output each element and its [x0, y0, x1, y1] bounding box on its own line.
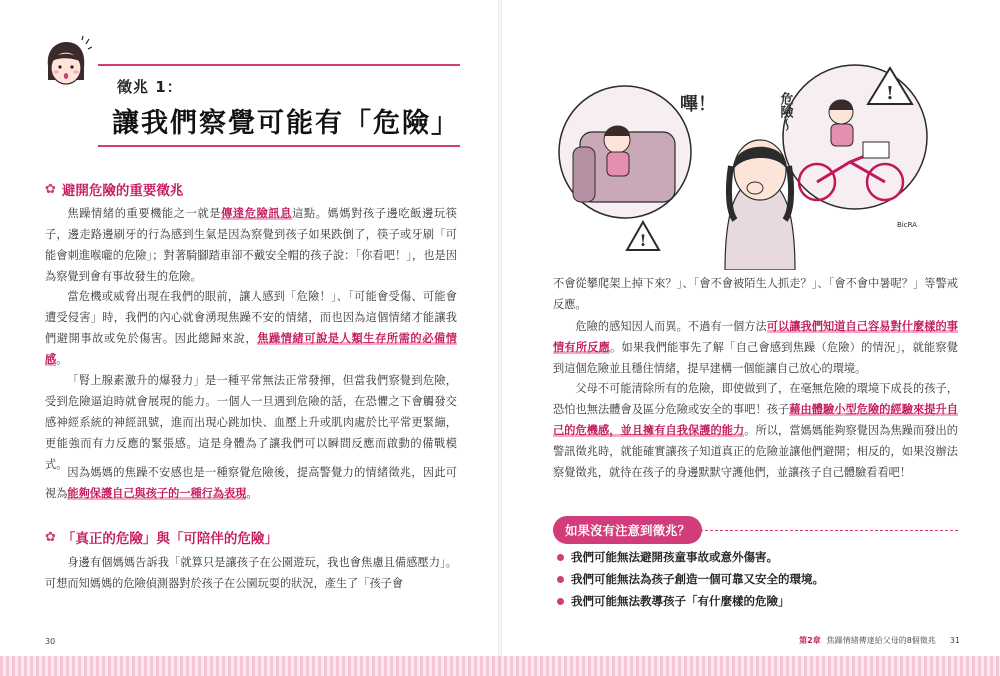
girl-avatar-icon — [36, 36, 92, 96]
body-paragraph: 不會從攀爬架上掉下來？」、「會不會被陌生人抓走？」、「會不會中暑呢？」等警戒反應。 — [553, 277, 958, 311]
text-run: 當危機或威脅出現在我們的眼前，讓人感到「危險！」、「可能會受傷、可能會遭受侵害」時，我們的內心就會湧現焦躁不安的情緒，而也因為這個情緒才能讓我們避開事故或免於傷害。因此總歸來說， — [45, 290, 457, 345]
text-run: 。如果我們能事先了解「自己會感到焦躁（危險）的情況」，就能察覺到這個危險並且穩住情緒，提早建構一個能讓自己放心的環境。 — [553, 341, 958, 375]
highlight-text: 焦躁情緒可說是人類生存所需的必備情感 — [45, 331, 457, 366]
highlight-text: 藉由體驗小型危險的經驗來提升自己的危機感，並且擁有自我保護的能力 — [553, 402, 958, 437]
section-heading — [45, 179, 183, 199]
body-paragraph — [553, 316, 958, 379]
text-run: 危險的感知因人而異。不過有一個方法 — [575, 320, 767, 333]
text-run: 這點。媽媽對孩子邊吃飯邊玩筷子，邊走路邊刷牙的行為感到生氣是因為察覺到孩子如果跌倒了，筷子或牙刷「可能會刺進喉嚨的危險」；對著騎腳踏車卻不戴安全帽的孩子說：「你看吧！」，也是因為察覺到會有事故發生的危險。 — [45, 207, 457, 283]
chapter-title: 焦躁情緒傳達給父母的8個徵兆 — [826, 636, 936, 645]
body-paragraph: 「腎上腺素激升的爆發力」是一種平常無法正常發揮，但當我們察覺到危險，受到危險逼迫時就會展現的能力。一個人一旦遇到危險的話，在恐懼之下會觸發交感神經系統的神經訊號，進而出現心跳加快、血壓上升或肌肉處於比平常更緊繃，更能強而有力反應的緊張感。這是身體為了讓我們可以瞬間反應而啟動的備戰模式。 — [45, 374, 457, 471]
warning-triangle-icon: ! — [639, 231, 647, 250]
section-heading-text: 避開危險的重要徵兆 — [61, 183, 184, 199]
bullet-item — [557, 549, 778, 565]
text-run: 父母不可能清除所有的危險，即使做到了，在毫無危險的環境下成長的孩子，恐怕也無法體會及區分危險或安全的事吧！孩子 — [553, 382, 958, 416]
running-footer-right — [799, 635, 960, 646]
chapter-label: 第2章 — [799, 636, 821, 645]
section-heading — [45, 527, 278, 547]
body-paragraph: 身邊有個媽媽告訴我「就算只是讓孩子在公園遊玩，我也會焦慮且備感壓力」。可想而知媽媽的危險偵測器對於孩子在公園玩耍的狀況，產生了「孩子會 — [45, 556, 457, 590]
bullet-item — [557, 571, 824, 587]
bullet-text: 我們可能無法教導孩子「有什麼樣的危險」 — [571, 594, 790, 608]
chapter-subtitle: 徵兆 1： — [117, 78, 183, 96]
header-rule-bottom — [98, 145, 460, 147]
bottom-decorative-stripe — [0, 656, 1000, 676]
page-gutter — [498, 0, 502, 676]
illustration — [555, 62, 955, 270]
page-number-left: 30 — [45, 637, 56, 646]
text-run: 焦躁情緒的重要機能之一就是 — [67, 207, 222, 220]
danger-text: 危險～ — [777, 92, 793, 131]
text-run: 。 — [246, 487, 258, 500]
text-run: 。所以，當媽媽能夠察覺因為焦躁而發出的警訊徵兆時，就能確實讓孩子知道真正的危險並讓他們避開；相反的，如果沒辦法察覺徵兆，就待在孩子的身邊默默守護他們，並讓孩子自己體驗看看吧！ — [553, 424, 958, 479]
body-paragraph — [553, 378, 958, 483]
highlight-text: 可以讓我們知道自己容易對什麼樣的事情有所反應 — [553, 319, 958, 354]
bullet-item — [557, 593, 790, 609]
callout-dashed-line — [700, 530, 958, 531]
bike-tag-text: BicRA — [897, 221, 917, 229]
section-heading-text: 「真正的危險」與「可陪伴的危險」 — [61, 531, 278, 547]
flower-icon: ✿ — [45, 181, 56, 197]
body-paragraph — [45, 462, 457, 504]
bullet-dot-icon — [557, 598, 564, 605]
highlight-text: 能夠保護自己與孩子的一種行為表現 — [67, 486, 247, 500]
bullet-dot-icon — [557, 554, 564, 561]
highlight-text: 傳達危險訊息 — [221, 206, 293, 220]
text-run: 。 — [56, 353, 68, 366]
body-paragraph — [45, 286, 457, 370]
text-run: 因為媽媽的焦躁不安感也是一種察覺危險後，提高警覺力的情緒徵兆，因此可視為 — [45, 466, 457, 500]
page-title: 讓我們察覺可能有「危險」 — [112, 108, 460, 139]
page-number-right: 31 — [949, 636, 960, 645]
header-rule-top — [98, 64, 460, 66]
flower-icon: ✿ — [45, 529, 56, 545]
body-paragraph — [45, 203, 457, 287]
callout-badge: 如果沒有注意到徵兆？ — [553, 516, 702, 544]
bullet-text: 我們可能無法為孩子創造一個可靠又安全的環境。 — [571, 572, 824, 586]
bullet-text: 我們可能無法避開孩童事故或意外傷害。 — [571, 550, 778, 564]
shout-text: 嗶！ — [680, 94, 716, 115]
bullet-dot-icon — [557, 576, 564, 583]
warning-triangle-icon: ! — [886, 83, 894, 104]
